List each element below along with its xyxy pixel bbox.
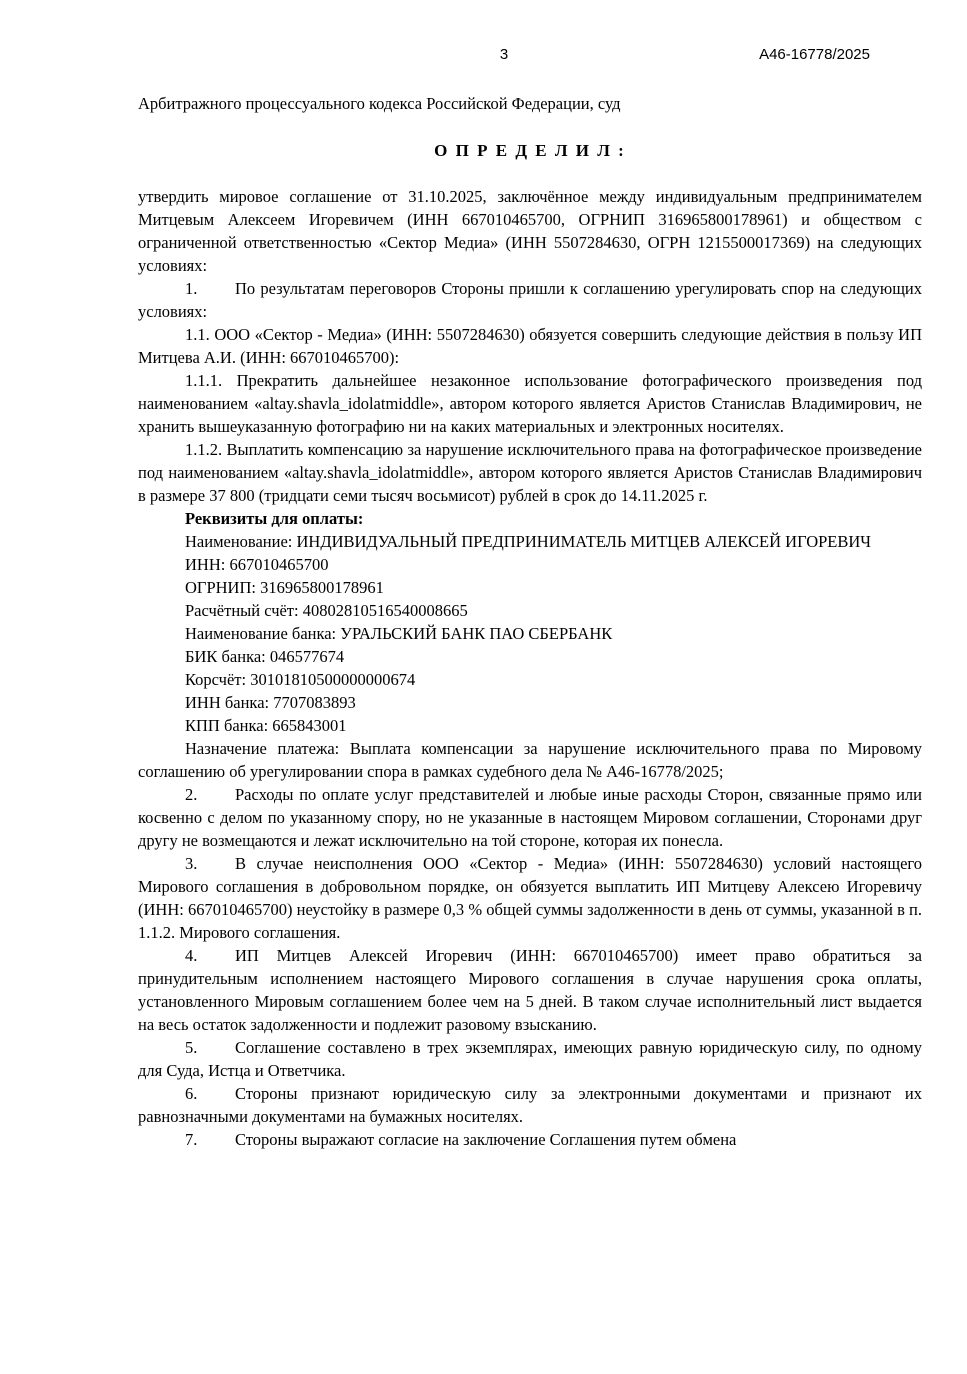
- intro-line: Арбитражного процессуального кодекса Российской Федерации, суд: [138, 94, 621, 113]
- paragraph: [138, 852, 922, 944]
- paragraph: [185, 507, 922, 530]
- paragraph: [138, 1082, 922, 1128]
- paragraph: [138, 323, 922, 369]
- paragraph-number: 7.: [185, 1130, 198, 1149]
- paragraph-text: 1.1. ООО «Сектор - Медиа» (ИНН: 5507284630) обязуется совершить следующие действия в пользу ИП Митцева А.И. (ИНН: 667010465700):: [138, 325, 922, 367]
- paragraph: [185, 530, 922, 553]
- paragraph-text: Расходы по оплате услуг представителей и любые иные расходы Сторон, связанные прямо или косвенно с делом по указанному спору, но не указанные в настоящем Мировом соглашении, Сторонами друг другу не возмещаются и лежат исключительно на той стороне, которая их понесла.: [138, 785, 922, 850]
- paragraph: [138, 737, 922, 783]
- paragraph: [185, 668, 922, 691]
- paragraph-text: ОГРНИП: 316965800178961: [185, 578, 384, 597]
- paragraph-text: Стороны признают юридическую силу за электронными документами и признают их равнозначными документами на бумажных носителях.: [138, 1084, 922, 1126]
- paragraph-number: 6.: [185, 1084, 198, 1103]
- paragraph-text: Наименование: ИНДИВИДУАЛЬНЫЙ ПРЕДПРИНИМАТЕЛЬ МИТЦЕВ АЛЕКСЕЙ ИГОРЕВИЧ: [185, 532, 872, 551]
- paragraph: [138, 185, 922, 277]
- paragraph-text: КПП банка: 665843001: [185, 716, 347, 735]
- paragraph-number: 3.: [185, 854, 198, 873]
- paragraph: [138, 369, 922, 438]
- paragraph-number: 5.: [185, 1038, 198, 1057]
- resolution-heading: О П Р Е Д Е Л И Л :: [434, 141, 626, 160]
- paragraph-text: Назначение платежа: Выплата компенсации за нарушение исключительного права по Мировому соглашению об урегулировании спора в рамках судебного дела № А46-16778/2025;: [138, 739, 922, 781]
- paragraph: [185, 645, 922, 668]
- case-number: А46-16778/2025: [759, 46, 870, 63]
- paragraph-text: В случае неисполнения ООО «Сектор - Медиа» (ИНН: 5507284630) условий настоящего Мирового соглашения в добровольном порядке, он обязуется выплатить ИП Митцеву Алексею Игоревичу (ИНН: 667010465700) неустойку в размере 0,3 % общей суммы задолженности в день от суммы, указанной в п. 1.1.2. Мирового соглашения.: [138, 854, 922, 942]
- paragraph: [138, 783, 922, 852]
- paragraph: [185, 714, 922, 737]
- paragraph-list: [138, 185, 922, 1151]
- paragraph-text: По результатам переговоров Стороны пришли к соглашению урегулировать спор на следующих условиях:: [138, 279, 922, 321]
- paragraph-text: БИК банка: 046577674: [185, 647, 345, 666]
- paragraph-text: ИНН: 667010465700: [185, 555, 329, 574]
- paragraph-text: Корсчёт: 30101810500000000674: [185, 670, 416, 689]
- document-body: [138, 92, 922, 1151]
- paragraph-text: Стороны выражают согласие на заключение Соглашения путем обмена: [235, 1130, 737, 1149]
- paragraph-text: Соглашение составлено в трех экземплярах, имеющих равную юридическую силу, по одному для Суда, Истца и Ответчика.: [138, 1038, 922, 1080]
- paragraph-text: Расчётный счёт: 40802810516540008665: [185, 601, 468, 620]
- paragraph-text: 1.1.2. Выплатить компенсацию за нарушение исключительного права на фотографическое произведение под наименованием «altay.shavla_idolatmiddle», автором которого является Аристов Станислав Владимирович в размере 37 800 (тридцати семи тысяч восьмисот) рублей в срок до 14.11.2025 г.: [138, 440, 922, 505]
- page-number: 3: [499, 46, 509, 63]
- paragraph-text: ИП Митцев Алексей Игоревич (ИНН: 667010465700) имеет право обратиться за принудительным исполнением настоящего Мирового соглашения в случае нарушения срока оплаты, установленного Мировым соглашением более чем на 5 дней. В таком случае исполнительный лист выдается на весь остаток задолженности и подлежит разовому взысканию.: [138, 946, 922, 1034]
- page-header: [138, 46, 870, 66]
- paragraph: [138, 277, 922, 323]
- paragraph-number: 1.: [185, 279, 198, 298]
- paragraph-text: утвердить мировое соглашение от 31.10.2025, заключённое между индивидуальным предпринимателем Митцевым Алексеем Игоревичем (ИНН 667010465700, ОГРНИП 316965800178961) и обществом с ограниченной ответственностью «Сектор Медиа» (ИНН 5507284630, ОГРН 1215500017369) на следующих условиях:: [138, 187, 922, 275]
- paragraph: [138, 438, 922, 507]
- paragraph-text: Наименование банка: УРАЛЬСКИЙ БАНК ПАО СБЕРБАНК: [185, 624, 613, 643]
- paragraph-number: 4.: [185, 946, 198, 965]
- paragraph-number: 2.: [185, 785, 198, 804]
- paragraph: [185, 622, 922, 645]
- paragraph: [185, 553, 922, 576]
- paragraph: [185, 599, 922, 622]
- paragraph-text: ИНН банка: 7707083893: [185, 693, 356, 712]
- paragraph-text: Реквизиты для оплаты:: [185, 509, 364, 528]
- paragraph: [138, 944, 922, 1036]
- paragraph: [138, 1036, 922, 1082]
- paragraph: [185, 691, 922, 714]
- paragraph: [138, 1128, 922, 1151]
- paragraph: [185, 576, 922, 599]
- paragraph-text: 1.1.1. Прекратить дальнейшее незаконное использование фотографического произведения под наименованием «altay.shavla_idolatmiddle», автором которого является Аристов Станислав Владимирович, не хранить вышеуказанную фотографию ни на каких материальных и электронных носителях.: [138, 371, 922, 436]
